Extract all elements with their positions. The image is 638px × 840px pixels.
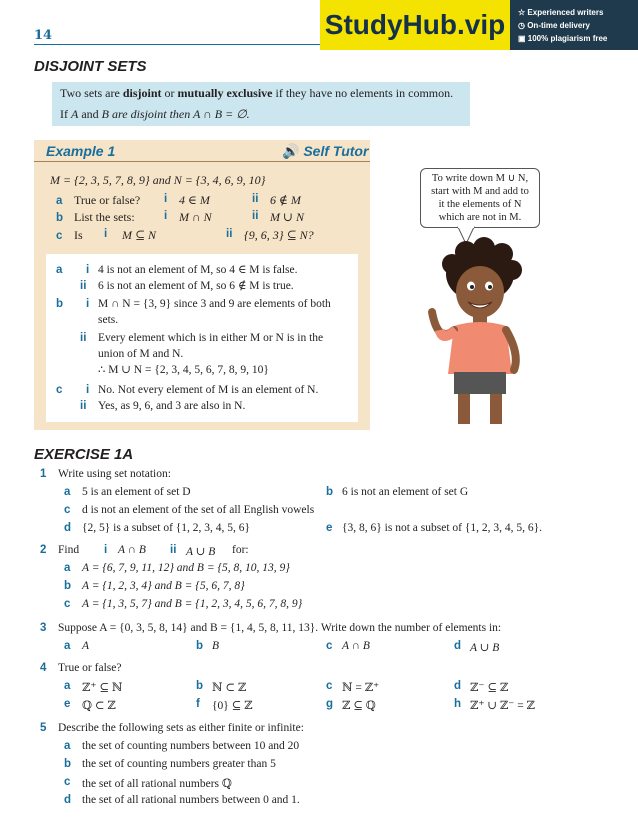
question-4-row-1: a ℤ⁺ ⊆ ℕ b ℕ ⊂ ℤ c ℕ = ℤ⁺ d ℤ⁻ ⊆ ℤ — [64, 680, 509, 694]
page-number: 14 — [34, 28, 53, 43]
solution-c-i: c i No. Not every element of M is an element of N. — [56, 384, 319, 396]
question-1-row-ab: a 5 is an element of set D b 6 is not an element of set G — [64, 486, 469, 498]
question-1-row-c: c d is not an element of the set of all English vowels — [64, 504, 315, 516]
solution-b-i: b i M ∩ N = {3, 9} since 3 and 9 are elements of both — [56, 298, 331, 310]
question-5-b: b the set of counting numbers greater than 5 — [64, 758, 276, 770]
example-sets: M = {2, 3, 5, 7, 8, 9} and N = {3, 4, 6, 9, 10} — [50, 173, 266, 187]
banner-logo[interactable]: StudyHub.vip — [320, 0, 510, 50]
solution-b-i-cont: sets. — [98, 314, 119, 326]
question-1: 1 Write using set notation: — [40, 468, 171, 480]
solution-b-ii-result: ∴ M ∪ N = {2, 3, 4, 5, 6, 7, 8, 9, 10} — [98, 364, 269, 376]
solution-a-i: a i 4 is not an element of M, so 4 ∈ M is false. — [56, 264, 298, 276]
example-title: Example 1 — [46, 143, 116, 159]
banner-feature: ◷ On-time delivery — [518, 21, 590, 30]
solution-b-ii: ii Every element which is in either M or N is in the — [80, 332, 324, 344]
tip-speech-bubble: To write down M ∪ N, start with M and add to it the elements of N which are not in M. — [420, 168, 540, 228]
solution-b-ii-cont: union of M and N. — [98, 348, 184, 360]
example-question-b: b List the sets: i M ∩ N ii M ∪ N — [56, 210, 305, 224]
banner-features — [518, 6, 607, 45]
question-3-parts: a A b B c A ∩ B d A ∪ B — [64, 640, 500, 654]
solution-a-ii: ii 6 is not an element of M, so 6 ∉ M is true. — [80, 280, 294, 292]
star-icon: ☆ — [518, 8, 528, 17]
student-character-illustration — [418, 234, 538, 434]
question-2-b: b A = {1, 2, 3, 4} and B = {5, 6, 7, 8} — [64, 580, 245, 592]
example-question-a: a True or false? i 4 ∈ M ii 6 ∉ M — [56, 193, 301, 207]
question-5-a: a the set of counting numbers between 10 and 20 — [64, 740, 300, 752]
banner-feature: ☆ Experienced writers — [518, 8, 604, 17]
exercise-questions — [40, 468, 630, 812]
question-2-a: a A = {6, 7, 9, 11, 12} and B = {5, 8, 10, 13, 9} — [64, 562, 290, 574]
definition-line-1: Two sets are disjoint or mutually exclusive if they have no elements in common. — [60, 86, 454, 100]
banner-feature: ▣ 100% plagiarism free — [518, 34, 608, 43]
question-2: 2 Find i A ∩ B ii A ∪ B for: — [40, 544, 249, 558]
section-title: DISJOINT SETS — [34, 58, 147, 75]
question-1-row-de: d {2, 5} is a subset of {1, 2, 3, 4, 5, 6} e {3, 8, 6} is not a subset of {1, 2, 3, 4, 5, 6}. — [64, 522, 543, 534]
question-5-d: d the set of all rational numbers between 0 and 1. — [64, 794, 300, 806]
question-5-c: c the set of all rational numbers ℚ — [64, 776, 232, 790]
speaker-icon[interactable]: 🔊 — [282, 143, 304, 159]
self-tutor-button[interactable]: 🔊 Self Tutor — [282, 143, 369, 159]
solution-c-ii: ii Yes, as 9, 6, and 3 are also in N. — [80, 400, 246, 412]
clock-icon: ◷ — [518, 21, 528, 30]
example-question-c: c Is i M ⊆ N ii {9, 6, 3} ⊆ N? — [56, 228, 314, 242]
question-4-row-2: e ℚ ⊂ ℤ f {0} ⊆ ℤ g ℤ ⊆ ℚ h ℤ⁺ ∪ ℤ⁻ = ℤ — [64, 698, 535, 712]
definition-line-2: If A and B are disjoint then A ∩ B = ∅. — [60, 107, 250, 121]
question-2-c: c A = {1, 3, 5, 7} and B = {1, 2, 3, 4, 5, 6, 7, 8, 9} — [64, 598, 303, 610]
question-3: 3 Suppose A = {0, 3, 5, 8, 14} and B = {1, 4, 5, 8, 11, 13}. Write down the number of elements in: — [40, 622, 502, 634]
certificate-icon: ▣ — [518, 34, 528, 43]
question-4: 4 True or false? — [40, 662, 122, 674]
solution — [52, 262, 358, 414]
exercise-title: EXERCISE 1A — [34, 446, 134, 463]
question-5: 5 Describe the following sets as either finite or infinite: — [40, 722, 304, 734]
